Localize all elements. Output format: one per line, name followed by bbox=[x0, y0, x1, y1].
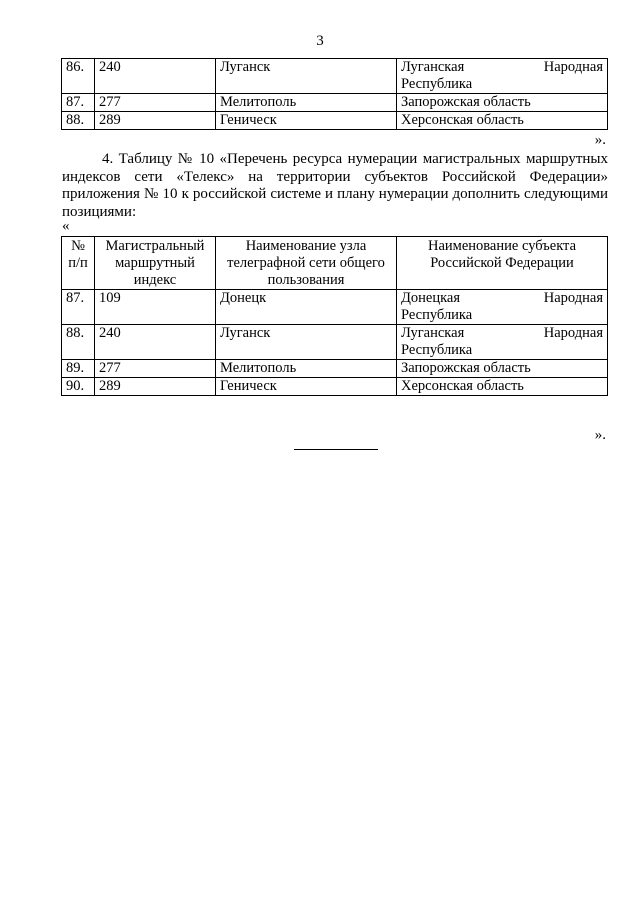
route-index: 240 bbox=[95, 59, 216, 94]
node-name: Геническ bbox=[216, 112, 397, 130]
row-number: 89. bbox=[62, 360, 95, 378]
subject-word-1: Луганская bbox=[401, 325, 465, 341]
end-rule-line bbox=[294, 449, 378, 450]
subject-name: Херсонская область bbox=[397, 112, 608, 130]
table-row bbox=[62, 360, 608, 378]
row-number: 90. bbox=[62, 378, 95, 396]
table-row bbox=[62, 325, 608, 360]
subject-name bbox=[397, 59, 608, 94]
header-text: индекс bbox=[133, 272, 177, 288]
node-name: Мелитополь bbox=[216, 360, 397, 378]
header-text: телеграфной сети общего bbox=[227, 255, 385, 271]
table-row bbox=[62, 290, 608, 325]
header-text: Российской Федерации bbox=[430, 255, 574, 271]
node-name: Донецк bbox=[216, 290, 397, 325]
header-subject bbox=[397, 237, 608, 290]
bottom-table bbox=[61, 236, 608, 396]
subject-word-2: Народная bbox=[543, 290, 603, 306]
node-name: Луганск bbox=[216, 59, 397, 94]
route-index: 289 bbox=[95, 112, 216, 130]
subject-word-3: Республика bbox=[401, 76, 473, 92]
subject-name: Херсонская область bbox=[397, 378, 608, 396]
closing-quote: ». bbox=[594, 132, 606, 148]
subject-word-2: Народная bbox=[543, 325, 603, 341]
subject-word-3: Республика bbox=[401, 342, 473, 358]
route-index: 240 bbox=[95, 325, 216, 360]
route-index: 289 bbox=[95, 378, 216, 396]
table-row bbox=[62, 378, 608, 396]
node-name: Луганск bbox=[216, 325, 397, 360]
header-text: Наименование узла bbox=[245, 238, 367, 254]
header-text: п/п bbox=[68, 255, 88, 271]
row-number: 86. bbox=[62, 59, 95, 94]
header-index bbox=[95, 237, 216, 290]
subject-name bbox=[397, 325, 608, 360]
subject-word-3: Республика bbox=[401, 307, 473, 323]
route-index: 277 bbox=[95, 94, 216, 112]
route-index: 277 bbox=[95, 360, 216, 378]
table-row bbox=[62, 59, 608, 94]
table-row bbox=[62, 112, 608, 130]
node-name: Геническ bbox=[216, 378, 397, 396]
opening-quote: « bbox=[62, 218, 70, 234]
header-text: Магистральный bbox=[105, 238, 205, 254]
subject-name: Запорожская область bbox=[397, 94, 608, 112]
header-node bbox=[216, 237, 397, 290]
table-header-row bbox=[62, 237, 608, 290]
subject-word-1: Луганская bbox=[401, 59, 465, 75]
closing-quote: ». bbox=[594, 427, 606, 443]
subject-name bbox=[397, 290, 608, 325]
table-row bbox=[62, 94, 608, 112]
row-number: 88. bbox=[62, 325, 95, 360]
row-number: 87. bbox=[62, 290, 95, 325]
subject-name: Запорожская область bbox=[397, 360, 608, 378]
header-number bbox=[62, 237, 95, 290]
amendment-paragraph: 4. Таблицу № 10 «Перечень ресурса нумерации магистральных маршрутных индексов сети «Телекс» на территории субъектов Российской Федерации» приложения № 10 к российской системе и плану нумерации дополнить следующими позициями: bbox=[62, 151, 608, 220]
subject-word-1: Донецкая bbox=[401, 290, 461, 306]
route-index: 109 bbox=[95, 290, 216, 325]
row-number: 88. bbox=[62, 112, 95, 130]
page-number: 3 bbox=[316, 33, 324, 49]
header-text: маршрутный bbox=[115, 255, 195, 271]
subject-word-2: Народная bbox=[543, 59, 603, 75]
header-text: Наименование субъекта bbox=[427, 238, 577, 254]
top-table bbox=[61, 58, 608, 130]
row-number: 87. bbox=[62, 94, 95, 112]
header-text: № bbox=[71, 238, 85, 254]
node-name: Мелитополь bbox=[216, 94, 397, 112]
header-text: пользования bbox=[267, 272, 345, 288]
